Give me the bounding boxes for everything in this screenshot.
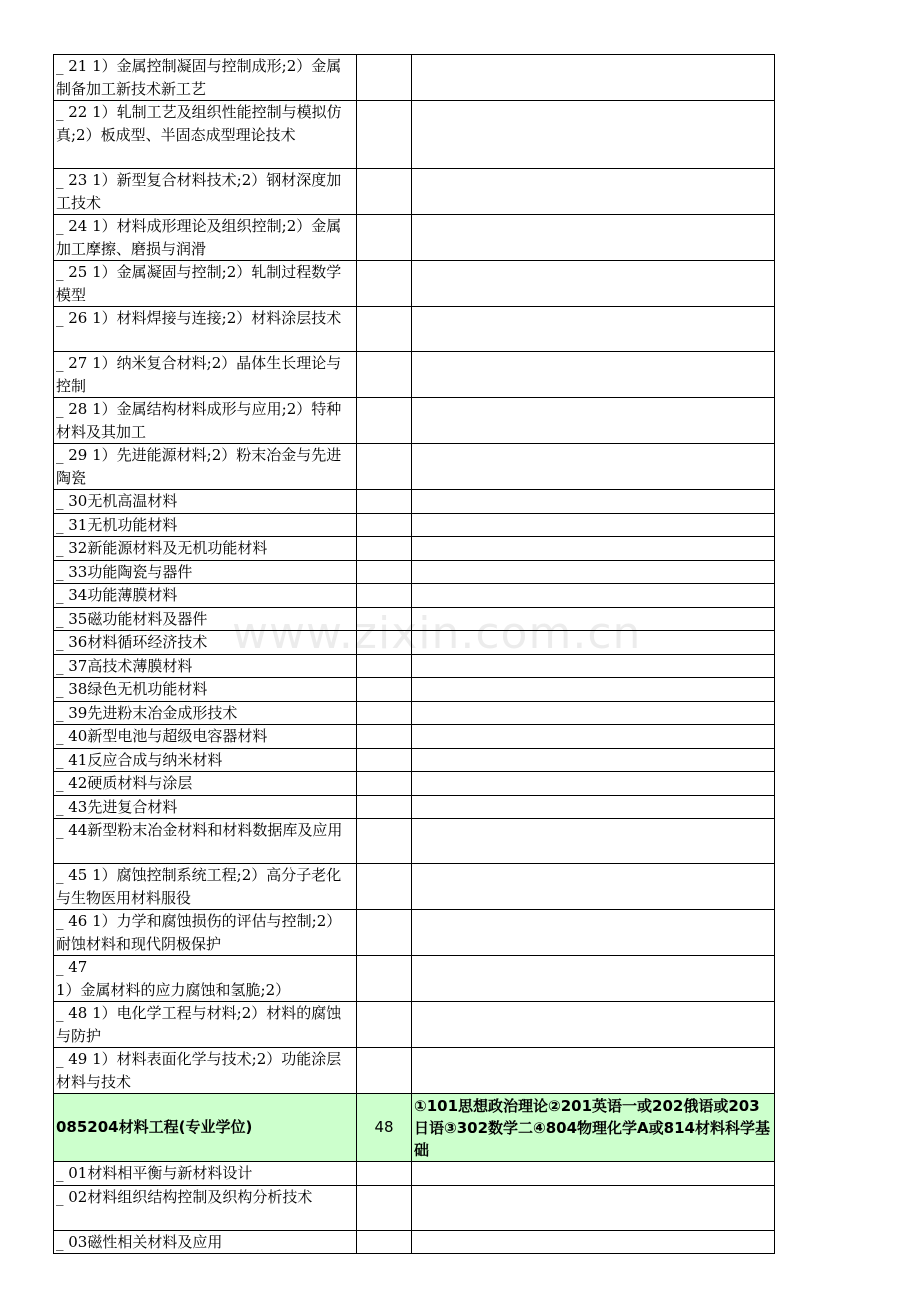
exam-subjects-cell[interactable] <box>412 631 775 655</box>
table-row <box>54 513 775 537</box>
table-row <box>54 1002 775 1048</box>
direction-cell[interactable]: _ 01材料相平衡与新材料设计 <box>54 1162 357 1186</box>
quota-cell[interactable] <box>357 307 412 352</box>
exam-subjects-cell[interactable] <box>412 169 775 215</box>
table-row <box>54 55 775 101</box>
table-row <box>54 678 775 702</box>
direction-cell[interactable]: _ 41反应合成与纳米材料 <box>54 748 357 772</box>
exam-subjects-cell[interactable] <box>412 490 775 514</box>
exam-subjects-cell[interactable] <box>412 513 775 537</box>
table-row <box>54 795 775 819</box>
exam-subjects-cell[interactable] <box>412 444 775 490</box>
exam-subjects-cell[interactable] <box>412 261 775 307</box>
table-row <box>54 169 775 215</box>
direction-cell[interactable]: _ 46 1）力学和腐蚀损伤的评估与控制;2）耐蚀材料和现代阴极保护 <box>54 910 357 956</box>
quota-cell[interactable] <box>357 490 412 514</box>
quota-cell[interactable]: 48 <box>357 1094 412 1162</box>
direction-cell[interactable]: _ 29 1）先进能源材料;2）粉末冶金与先进陶瓷 <box>54 444 357 490</box>
exam-subjects-cell[interactable] <box>412 1185 775 1230</box>
quota-cell[interactable] <box>357 560 412 584</box>
watermark: www.zixin.com.cn <box>232 608 642 659</box>
quota-cell[interactable] <box>357 1002 412 1048</box>
spreadsheet-table <box>53 54 775 1254</box>
table-row <box>54 1230 775 1254</box>
direction-cell[interactable]: _ 35磁功能材料及器件 <box>54 607 357 631</box>
exam-subjects-cell[interactable] <box>412 819 775 864</box>
direction-cell[interactable]: 085204材料工程(专业学位) <box>54 1094 357 1162</box>
quota-cell[interactable] <box>357 1048 412 1094</box>
quota-cell[interactable] <box>357 748 412 772</box>
exam-subjects-cell[interactable] <box>412 101 775 169</box>
direction-cell[interactable]: _ 03磁性相关材料及应用 <box>54 1230 357 1254</box>
exam-subjects-cell[interactable] <box>412 215 775 261</box>
table-row <box>54 701 775 725</box>
direction-cell[interactable]: _ 32新能源材料及无机功能材料 <box>54 537 357 561</box>
direction-cell[interactable]: _ 38绿色无机功能材料 <box>54 678 357 702</box>
exam-subjects-cell[interactable] <box>412 607 775 631</box>
quota-cell[interactable] <box>357 584 412 608</box>
direction-cell[interactable]: _ 31无机功能材料 <box>54 513 357 537</box>
direction-cell[interactable]: _ 48 1）电化学工程与材料;2）材料的腐蚀与防护 <box>54 1002 357 1048</box>
table-row <box>54 1162 775 1186</box>
table-row <box>54 1185 775 1230</box>
quota-cell[interactable] <box>357 725 412 749</box>
direction-cell[interactable]: _ 33功能陶瓷与器件 <box>54 560 357 584</box>
exam-subjects-cell[interactable] <box>412 537 775 561</box>
direction-cell[interactable]: _ 22 1）轧制工艺及组织性能控制与模拟仿真;2）板成型、半固态成型理论技术 <box>54 101 357 169</box>
direction-cell[interactable]: _ 36材料循环经济技术 <box>54 631 357 655</box>
exam-subjects-cell[interactable] <box>412 910 775 956</box>
table-row-program <box>54 1094 775 1162</box>
table-row <box>54 101 775 169</box>
direction-cell[interactable]: _ 25 1）金属凝固与控制;2）轧制过程数学模型 <box>54 261 357 307</box>
direction-cell[interactable]: _ 26 1）材料焊接与连接;2）材料涂层技术 <box>54 307 357 352</box>
direction-cell[interactable]: _ 28 1）金属结构材料成形与应用;2）特种材料及其加工 <box>54 398 357 444</box>
table-row <box>54 307 775 352</box>
direction-cell[interactable]: _ 49 1）材料表面化学与技术;2）功能涂层材料与技术 <box>54 1048 357 1094</box>
quota-cell[interactable] <box>357 1162 412 1186</box>
quota-cell[interactable] <box>357 772 412 796</box>
quota-cell[interactable] <box>357 537 412 561</box>
quota-cell[interactable] <box>357 631 412 655</box>
quota-cell[interactable] <box>357 654 412 678</box>
direction-cell[interactable]: _ 30无机高温材料 <box>54 490 357 514</box>
exam-subjects-cell[interactable] <box>412 795 775 819</box>
direction-cell[interactable]: _ 34功能薄膜材料 <box>54 584 357 608</box>
quota-cell[interactable] <box>357 444 412 490</box>
exam-subjects-cell[interactable] <box>412 55 775 101</box>
exam-subjects-cell[interactable] <box>412 352 775 398</box>
direction-cell[interactable]: _ 40新型电池与超级电容器材料 <box>54 725 357 749</box>
table-row <box>54 607 775 631</box>
table-row <box>54 725 775 749</box>
table-row <box>54 444 775 490</box>
direction-cell[interactable]: _ 02材料组织结构控制及织构分析技术 <box>54 1185 357 1230</box>
exam-subjects-cell[interactable] <box>412 956 775 1002</box>
exam-subjects-cell[interactable] <box>412 864 775 910</box>
quota-cell[interactable] <box>357 1185 412 1230</box>
quota-cell[interactable] <box>357 513 412 537</box>
direction-cell[interactable]: _ 21 1）金属控制凝固与控制成形;2）金属制备加工新技术新工艺 <box>54 55 357 101</box>
quota-cell[interactable] <box>357 261 412 307</box>
table-row <box>54 261 775 307</box>
table-row <box>54 584 775 608</box>
direction-cell[interactable]: _ 43先进复合材料 <box>54 795 357 819</box>
exam-subjects-cell[interactable] <box>412 398 775 444</box>
table-row <box>54 748 775 772</box>
table-row <box>54 537 775 561</box>
quota-cell[interactable] <box>357 956 412 1002</box>
table-row <box>54 490 775 514</box>
table-row <box>54 352 775 398</box>
quota-cell[interactable] <box>357 1230 412 1254</box>
direction-cell[interactable]: _ 39先进粉末冶金成形技术 <box>54 701 357 725</box>
exam-subjects-cell[interactable] <box>412 678 775 702</box>
quota-cell[interactable] <box>357 795 412 819</box>
quota-cell[interactable] <box>357 215 412 261</box>
exam-subjects-cell[interactable] <box>412 748 775 772</box>
direction-cell[interactable]: _ 45 1）腐蚀控制系统工程;2）高分子老化与生物医用材料服役 <box>54 864 357 910</box>
exam-subjects-cell[interactable] <box>412 654 775 678</box>
exam-subjects-cell[interactable] <box>412 725 775 749</box>
table-row <box>54 956 775 1002</box>
direction-cell[interactable]: _ 47 1）金属材料的应力腐蚀和氢脆;2） <box>54 956 357 1002</box>
quota-cell[interactable] <box>357 55 412 101</box>
exam-subjects-cell[interactable] <box>412 1048 775 1094</box>
exam-subjects-cell[interactable] <box>412 1002 775 1048</box>
table-row <box>54 1048 775 1094</box>
exam-subjects-cell[interactable] <box>412 1230 775 1254</box>
direction-cell[interactable]: _ 27 1）纳米复合材料;2）晶体生长理论与控制 <box>54 352 357 398</box>
quota-cell[interactable] <box>357 678 412 702</box>
direction-cell[interactable]: _ 24 1）材料成形理论及组织控制;2）金属加工摩擦、磨损与润滑 <box>54 215 357 261</box>
direction-cell[interactable]: _ 44新型粉末冶金材料和材料数据库及应用 <box>54 819 357 864</box>
quota-cell[interactable] <box>357 352 412 398</box>
table-row <box>54 910 775 956</box>
quota-cell[interactable] <box>357 607 412 631</box>
exam-subjects-cell[interactable] <box>412 307 775 352</box>
table-row <box>54 560 775 584</box>
quota-cell[interactable] <box>357 169 412 215</box>
table-row <box>54 654 775 678</box>
quota-cell[interactable] <box>357 398 412 444</box>
exam-subjects-cell[interactable]: ①101思想政治理论②201英语一或202俄语或203日语③302数学二④804物理化学A或814材料科学基础 <box>412 1094 775 1162</box>
table-row <box>54 398 775 444</box>
exam-subjects-cell[interactable] <box>412 701 775 725</box>
direction-cell[interactable]: _ 23 1）新型复合材料技术;2）钢材深度加工技术 <box>54 169 357 215</box>
direction-cell[interactable]: _ 37高技术薄膜材料 <box>54 654 357 678</box>
quota-cell[interactable] <box>357 701 412 725</box>
exam-subjects-cell[interactable] <box>412 1162 775 1186</box>
quota-cell[interactable] <box>357 864 412 910</box>
table-row <box>54 864 775 910</box>
quota-cell[interactable] <box>357 910 412 956</box>
table-row <box>54 215 775 261</box>
direction-cell[interactable]: _ 42硬质材料与涂层 <box>54 772 357 796</box>
table-row <box>54 819 775 864</box>
table-row <box>54 772 775 796</box>
quota-cell[interactable] <box>357 101 412 169</box>
exam-subjects-cell[interactable] <box>412 772 775 796</box>
quota-cell[interactable] <box>357 819 412 864</box>
exam-subjects-cell[interactable] <box>412 560 775 584</box>
exam-subjects-cell[interactable] <box>412 584 775 608</box>
table-row <box>54 631 775 655</box>
